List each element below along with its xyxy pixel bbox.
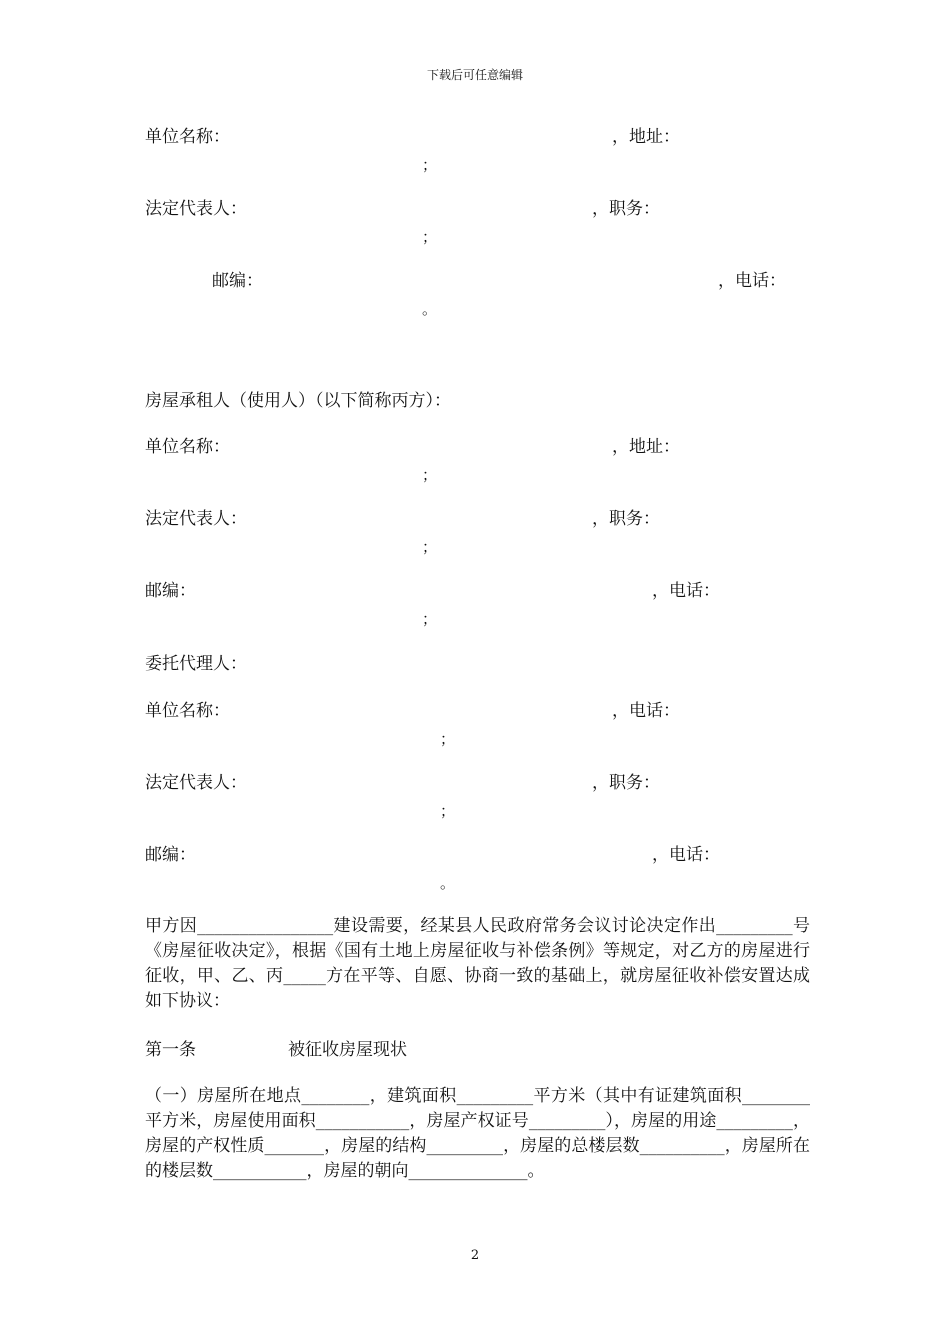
legal-rep-label: 法定代表人：	[145, 199, 247, 219]
position-label: ，职务：	[592, 773, 660, 793]
phone-label: ，电话：	[612, 701, 680, 721]
article-number: 第一条	[145, 1040, 196, 1060]
unit-name-label: 单位名称：	[145, 127, 230, 147]
legal-rep-label: 法定代表人：	[145, 509, 247, 529]
semicolon: ；	[440, 730, 456, 748]
page-header: 下载后可任意编辑	[426, 68, 523, 82]
unit-name-label: 单位名称：	[145, 437, 230, 457]
clause-paragraph: （一）房屋所在地点________，建筑面积_________平方米（其中有证建筑面积________平方米，房屋使用面积___________，房屋产权证号_________），房屋的用途_________，房屋的产权性质_______，房屋的结构_________，房屋的总楼层数__________，房屋所在的楼层数___________，房屋的朝向______________。	[145, 1086, 810, 1181]
unit-name-label: 单位名称：	[145, 701, 230, 721]
intro-paragraph: 甲方因________________建设需要，经某县人民政府常务会议讨论决定作出_________号《房屋征收决定》，根据《国有土地上房屋征收与补偿条例》等规定，对乙方的房屋进行征收，甲、乙、丙_____方在平等、自愿、协商一致的基础上，就房屋征收补偿安置达成如下协议：	[145, 916, 810, 1011]
legal-rep-label: 法定代表人：	[145, 773, 247, 793]
end-mark: 。	[422, 300, 438, 318]
semicolon: ；	[422, 466, 438, 484]
address-label: ，地址：	[612, 437, 680, 457]
page-number: 2	[470, 1248, 480, 1263]
semicolon: ；	[440, 802, 456, 820]
phone-label: ，电话：	[652, 845, 720, 865]
position-label: ，职务：	[592, 509, 660, 529]
article-title: 被征收房屋现状	[288, 1040, 407, 1060]
phone-label: ，电话：	[718, 271, 786, 291]
phone-label: ，电话：	[652, 581, 720, 601]
semicolon: ；	[422, 228, 438, 246]
address-label: ，地址：	[612, 127, 680, 147]
party-c-title: 房屋承租人（使用人）（以下简称丙方）：	[145, 391, 451, 411]
semicolon: ；	[422, 538, 438, 556]
postcode-label: 邮编：	[212, 271, 263, 291]
position-label: ，职务：	[592, 199, 660, 219]
postcode-label: 邮编：	[145, 845, 196, 865]
agent-title: 委托代理人：	[145, 654, 247, 674]
postcode-label: 邮编：	[145, 581, 196, 601]
semicolon: ；	[422, 610, 438, 628]
semicolon: ；	[422, 156, 438, 174]
end-mark: 。	[440, 874, 456, 892]
